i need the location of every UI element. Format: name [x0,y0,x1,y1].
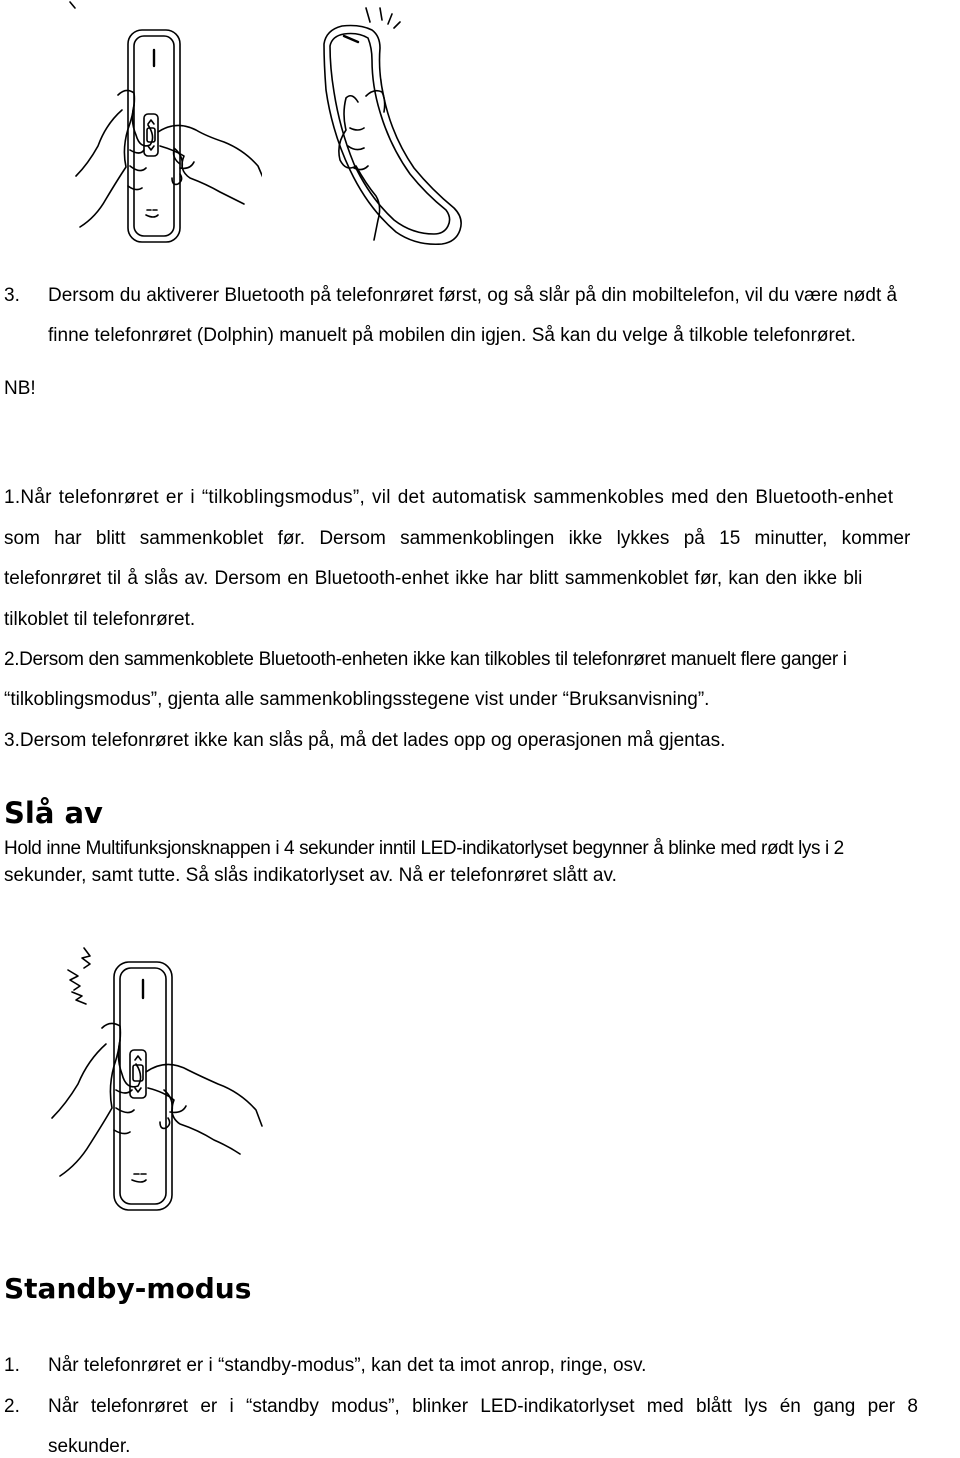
standby-item-1-text: Når telefonrøret er i “standby-modus”, kan det ta imot anrop, ringe, osv. [48,1355,647,1376]
curved-handset-vibrating-illustration [308,0,488,250]
nb-point-1-line-2: som har blitt sammenkoblet før. Dersom sammenkoblingen ikke lykkes på 15 minutter, kommer [4,528,911,549]
item-3-line-1: Dersom du aktiverer Bluetooth på telefonrøret først, og så slår på din mobiltelefon, vil du være nødt å [48,285,898,306]
nb-point-3: 3.Dersom telefonrøret ikke kan slås på, må det lades opp og operasjonen må gjentas. [4,730,726,751]
handset-power-off-illustration [40,940,280,1220]
item-3-number: 3. [4,285,20,306]
nb-point-1-line-4: tilkoblet til telefonrøret. [4,609,196,630]
sla-av-line-2: sekunder, samt tutte. Så slås indikatorlyset av. Nå er telefonrøret slått av. [4,865,617,886]
standby-item-2-number: 2. [4,1396,20,1417]
nb-point-2-line-1: 2.Dersom den sammenkoblete Bluetooth-enheten ikke kan tilkobles til telefonrøret manuelt flere ganger i [4,649,847,670]
nb-point-2-line-2: “tilkoblingsmodus”, gjenta alle sammenkoblingsstegene vist under “Bruksanvisning”. [4,689,710,710]
standby-item-2-line-1: Når telefonrøret er i “standby modus”, blinker LED-indikatorlyset med blått lys én gang per 8 [48,1396,918,1417]
sla-av-line-1: Hold inne Multifunksjonsknappen i 4 sekunder inntil LED-indikatorlyset begynner å blinke med rødt lys i 2 [4,838,844,859]
nb-label: NB! [4,378,36,399]
nb-point-1-line-3: telefonrøret til å slås av. Dersom en Bluetooth-enhet ikke har blitt sammenkoblet før, kan den ikke bli [4,568,863,589]
section-heading-sla-av: Slå av [4,796,103,830]
item-3-line-2: finne telefonrøret (Dolphin) manuelt på mobilen din igjen. Så kan du velge å tilkoble telefonrøret. [48,325,856,346]
standby-item-2-line-2: sekunder. [48,1436,131,1457]
handset-button-press-illustration [62,0,262,250]
nb-point-1-line-1: 1.Når telefonrøret er i “tilkoblingsmodus”, vil det automatisk sammenkobles med den Bluetooth-enhet [4,487,894,508]
section-heading-standby: Standby-modus [4,1272,252,1305]
standby-item-1-number: 1. [4,1355,20,1376]
